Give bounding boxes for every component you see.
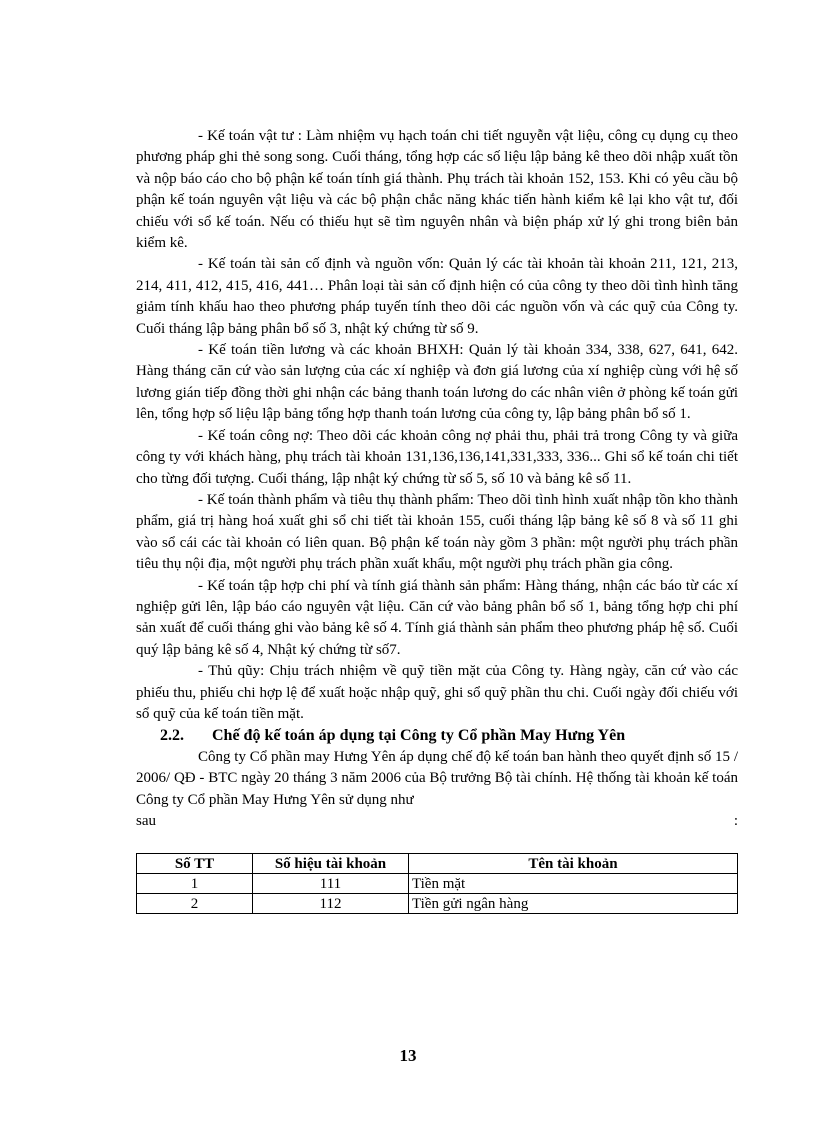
- section-number: 2.2.: [160, 727, 184, 745]
- cell-so-tt: 1: [137, 874, 253, 894]
- page-number: 13: [399, 1046, 417, 1065]
- section-intro: Công ty Cổ phần may Hưng Yên áp dụng chế độ kế toán ban hành theo quyết định số 15 / 2006/ QĐ - BTC ngày 20 tháng 3 năm 2006 của Bộ trưởng Bộ tài chính. Hệ thống tài khoản kế toán Công ty Cổ phần May Hưng Yên sử dụng như: [136, 748, 738, 808]
- cell-so-tt: 2: [137, 894, 253, 914]
- section-heading: [136, 725, 738, 746]
- cell-so-hieu: 112: [253, 894, 409, 914]
- header-ten-tai-khoan: Tên tài khoản: [409, 854, 738, 874]
- cell-ten: Tiền gửi ngân hàng: [409, 894, 738, 914]
- paragraph-ke-toan-chi-phi: - Kế toán tập hợp chi phí và tính giá thành sản phẩm: Hàng tháng, nhận các báo từ các xí nghiệp gửi lên, lập báo cáo nguyên vật liệu. Căn cứ vào bảng phân bổ số 1, bảng tổng hợp chi phí sản xuất để cuối tháng ghi vào bảng kê số 4. Tính giá thành sản phẩm theo phương pháp hệ số. Cuối quý lập bảng kê số 4, Nhật ký chứng từ số7.: [136, 577, 738, 658]
- table-row: [137, 874, 738, 894]
- paragraph-ke-toan-tscd: - Kế toán tài sản cố định và nguồn vốn: Quản lý các tài khoản tài khoản 211, 121, 213, 214, 411, 412, 415, 416, 441… Phân loại tài sản cố định hiện có của công ty theo dõi tình hình tăng giảm tính khấu hao theo phương pháp tuyến tính theo dõi các nguồn vốn và các quỹ của Công ty. Cuối tháng lập bảng phân bổ số 3, nhật ký chứng từ số 9.: [136, 256, 738, 337]
- section-intro-end-line: [136, 811, 738, 832]
- section-title: Chế độ kế toán áp dụng tại Công ty Cổ phần May Hưng Yên: [212, 727, 626, 745]
- header-so-hieu-tai-khoan: Số hiệu tài khoản: [253, 854, 409, 874]
- section-intro-colon: :: [733, 813, 738, 829]
- cell-so-hieu: 111: [253, 874, 409, 894]
- paragraph-ke-toan-cong-no: - Kế toán công nợ: Theo dõi các khoản công nợ phải thu, phải trả trong Công ty và giữa công ty với khách hàng, phụ trách tài khoản 131,136,136,141,331,333, 336... Ghi sổ kế toán chi tiết cho từng đối tượng. Cuối tháng, lập nhật ký chứng từ số 5, số 10 và bảng kê số 11.: [136, 427, 738, 487]
- account-table: [136, 853, 738, 914]
- paragraph-ke-toan-thanh-pham: - Kế toán thành phẩm và tiêu thụ thành phẩm: Theo dõi tình hình xuất nhập tồn kho thành phẩm, giá trị hàng hoá xuất ghi sổ chi tiết tài khoản 155, cuối tháng lập bảng kê số 8 và số 11 ghi vào sổ cái các tài khoản có liên quan. Bộ phận kế toán này gồm 3 phần: một người phụ trách phần tiêu thụ nội địa, một người phụ trách phần xuất khẩu, một người phụ trách phần gia công.: [136, 491, 738, 573]
- document-page: [136, 126, 738, 914]
- paragraph-thu-quy: - Thủ qũy: Chịu trách nhiệm về quỹ tiền mặt của Công ty. Hàng ngày, căn cứ vào các phiếu thu, phiếu chi hợp lệ để xuất hoặc nhập quỹ, ghi sổ quỹ phần thu chi. Cuối ngày đối chiếu với sổ quỹ của kế toán tiền mặt.: [136, 663, 738, 722]
- section-intro-end: sau: [136, 813, 156, 829]
- cell-ten: Tiền mặt: [409, 874, 738, 894]
- paragraph-ke-toan-vat-tu: - Kế toán vật tư : Làm nhiệm vụ hạch toán chi tiết nguyễn vật liệu, công cụ dụng cụ theo phương pháp ghi thẻ song song. Cuối tháng, tổng hợp các số liệu lập bảng kê theo dõi nhập xuất tồn và nộp báo cáo cho bộ phận kế toán tính giá thành. Phụ trách tài khoản 152, 153. Khi có yêu cầu bộ phận kế toán nguyên vật liệu và các bộ phận chắc năng khác tiến hành kiểm kê lại kho vật tư, đối chiếu với sổ kế toán. Nếu có thiếu hụt sẽ tìm nguyên nhân và biện pháp xử lý ghi trong biên bản kiểm kê.: [136, 128, 738, 252]
- table-header-row: [137, 854, 738, 874]
- paragraph-ke-toan-tien-luong: - Kế toán tiền lương và các khoản BHXH: Quản lý tài khoản 334, 338, 627, 641, 642. Hàng tháng căn cứ vào sản lượng của các xí nghiệp và đơn giá lương của xí nghiệp cùng với hệ số lương gián tiếp đồng thời ghi nhận các bảng thanh toán lương do các nhân viên ở phòng kế toán gửi lên, tổng hợp số liệu lập bảng tổng hợp thanh toán lương của công ty, lập bảng phân bổ số 1.: [136, 342, 738, 423]
- table-row: [137, 894, 738, 914]
- header-so-tt: Số TT: [137, 854, 253, 874]
